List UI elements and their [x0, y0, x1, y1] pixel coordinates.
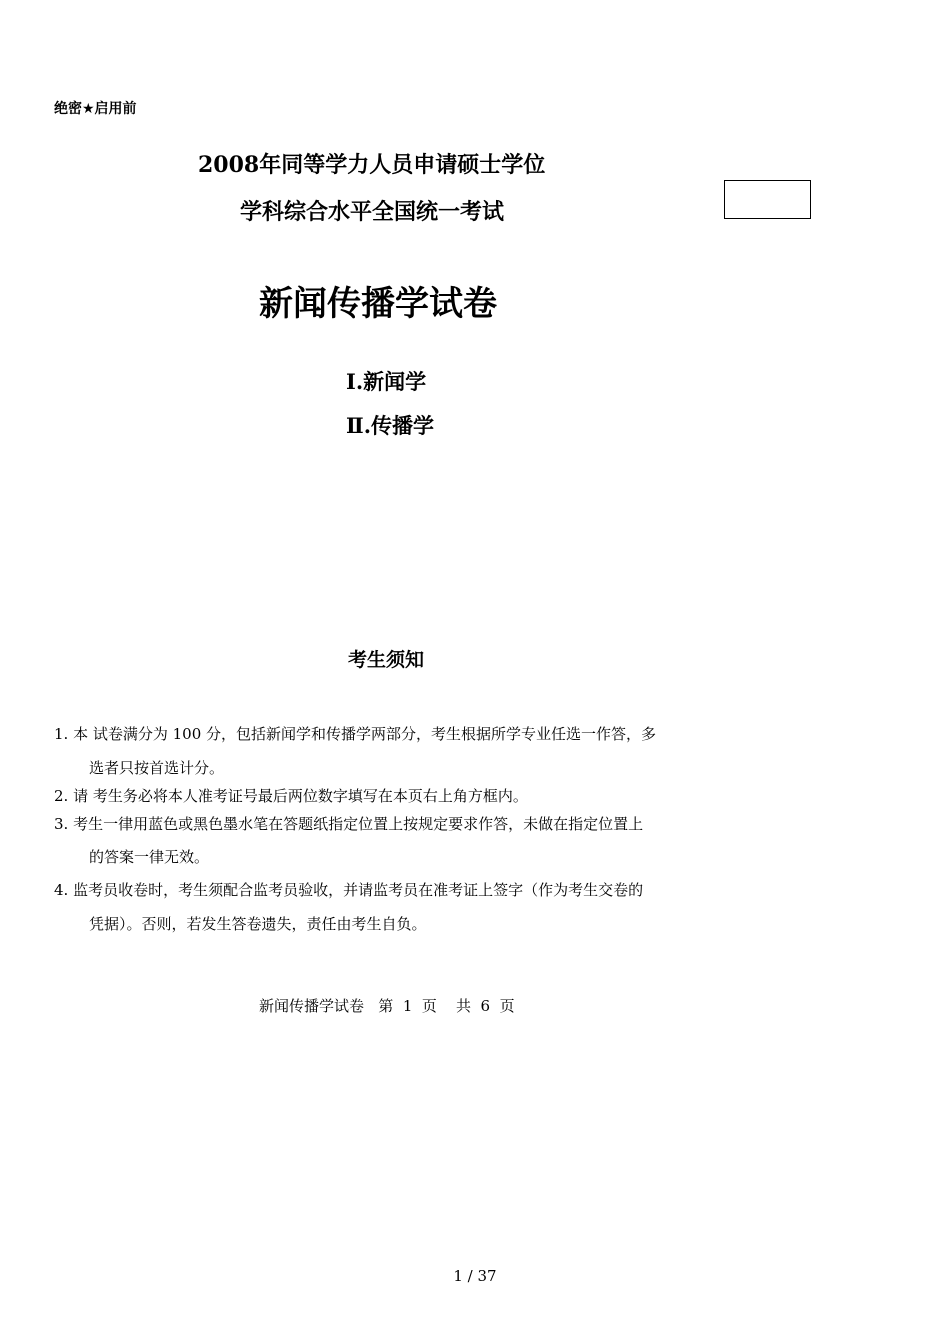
confidential-label: 绝密★启用前: [54, 101, 137, 117]
notice-item-1: 1. 本 试卷满分为 100 分，包括新闻学和传播学两部分，考生根据所学专业任选一作答，多: [54, 725, 657, 743]
exam-title-line2: 学科综合水平全国统一考试: [240, 199, 505, 225]
page-number: 1 / 37: [453, 1267, 497, 1285]
part-journalism: Ⅰ.新闻学: [346, 369, 427, 394]
notice-item-1-continued: 选者只按首选计分。: [89, 759, 225, 777]
notice-item-3: 3. 考生一律用蓝色或黑色墨水笔在答题纸指定位置上按规定要求作答，未做在指定位置上: [54, 815, 644, 833]
paper-page-info: 新闻传播学试卷 第 1 页 共 6 页: [259, 997, 515, 1015]
notice-heading: 考生须知: [348, 649, 425, 671]
part-communication: Ⅱ.传播学: [346, 413, 435, 438]
paper-title: 新闻传播学试卷: [259, 284, 497, 324]
notice-item-4: 4. 监考员收卷时，考生须配合监考员验收，并请监考员在准考证上签字（作为考生交卷的: [54, 881, 644, 899]
exam-title-line1: 2008年同等学力人员申请硕士学位: [198, 152, 546, 178]
notice-item-4-continued: 凭据）。否则，若发生答卷遗失，责任由考生自负。: [89, 915, 427, 933]
notice-item-2: 2. 请 考生务必将本人准考证号最后两位数字填写在本页右上角方框内。: [54, 787, 528, 805]
notice-item-3-continued: 的答案一律无效。: [89, 848, 210, 866]
candidate-number-box: [724, 180, 811, 219]
